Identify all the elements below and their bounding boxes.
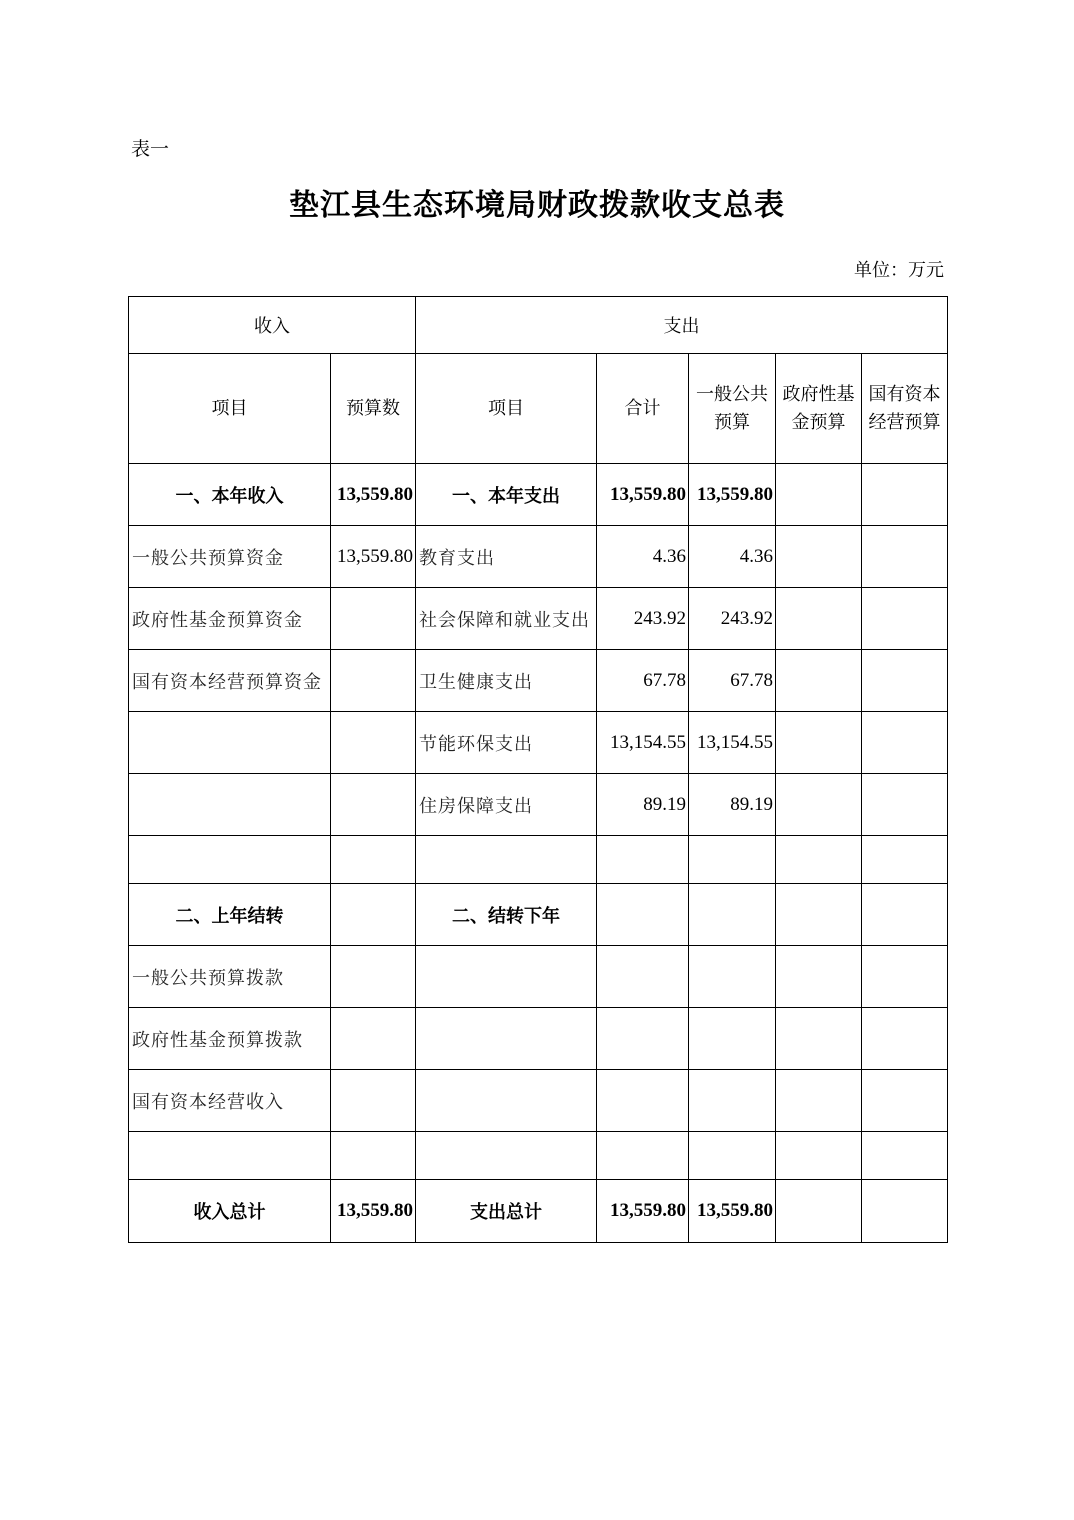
expense-item-cell [416,836,597,884]
state-capital-cell [862,774,948,836]
gov-fund-budget-header [776,354,862,464]
total-cell: 13,559.80 [597,464,689,526]
income-total-value: 13,559.80 [331,1180,416,1243]
expense-item-cell [416,946,597,1008]
expense-item-cell [416,1008,597,1070]
income-item-cell: 一般公共预算拨款 [129,946,331,1008]
gov-fund-header-line1: 政府性基 [782,383,855,405]
state-capital-cell [862,946,948,1008]
total-cell: 13,154.55 [597,712,689,774]
gov-fund-cell [776,464,862,526]
income-item-cell: 政府性基金预算资金 [129,588,331,650]
income-item-cell [129,836,331,884]
budget-summary-table [128,296,948,1243]
total-cell: 89.19 [597,774,689,836]
general-budget-cell: 4.36 [689,526,776,588]
gov-fund-cell [776,650,862,712]
budget-amount-cell [331,650,416,712]
general-budget-header [689,354,776,464]
general-budget-header-line1: 一般公共 [696,383,768,405]
expense-item-cell: 住房保障支出 [416,774,597,836]
budget-amount-cell [331,836,416,884]
table-row [129,836,948,884]
income-item-cell: 国有资本经营收入 [129,1070,331,1132]
state-capital-cell [862,884,948,946]
gov-fund-cell [776,1132,862,1180]
gov-fund-header-line2: 金预算 [791,411,846,433]
table-row [129,650,948,712]
general-budget-header-line2: 预算 [714,411,750,433]
total-cell [597,1008,689,1070]
budget-amount-cell [331,884,416,946]
general-budget-cell: 89.19 [689,774,776,836]
table-row [129,1070,948,1132]
table-row [129,712,948,774]
total-cell [597,836,689,884]
general-budget-cell [689,1132,776,1180]
state-capital-cell [862,1008,948,1070]
budget-amount-header: 预算数 [331,354,416,464]
table-row [129,946,948,1008]
table-row [129,774,948,836]
budget-amount-cell [331,712,416,774]
state-capital-cell [862,712,948,774]
expense-total-label: 支出总计 [416,1180,597,1243]
gov-fund-cell [776,1008,862,1070]
total-cell: 67.78 [597,650,689,712]
income-section-header: 收入 [129,297,416,354]
general-budget-cell: 243.92 [689,588,776,650]
expense-item-cell: 节能环保支出 [416,712,597,774]
total-header: 合计 [597,354,689,464]
gov-fund-total-value [776,1180,862,1243]
state-capital-header-line2: 经营预算 [868,411,941,433]
income-item-cell [129,712,331,774]
document-title: 垫江县生态环境局财政拨款收支总表 [289,188,785,223]
income-item-header: 项目 [129,354,331,464]
gov-fund-cell [776,1070,862,1132]
budget-amount-cell [331,946,416,1008]
general-budget-cell: 67.78 [689,650,776,712]
state-capital-cell [862,1132,948,1180]
state-capital-budget-header [862,354,948,464]
total-cell [597,884,689,946]
gov-fund-cell [776,774,862,836]
gov-fund-cell [776,712,862,774]
total-cell [597,946,689,1008]
expense-item-cell [416,1132,597,1180]
state-capital-cell [862,588,948,650]
budget-amount-cell [331,1070,416,1132]
expense-item-cell: 教育支出 [416,526,597,588]
total-cell: 243.92 [597,588,689,650]
gov-fund-cell [776,884,862,946]
general-budget-cell [689,1070,776,1132]
state-capital-total-value [862,1180,948,1243]
state-capital-cell [862,836,948,884]
budget-amount-cell [331,588,416,650]
general-budget-cell [689,884,776,946]
income-item-cell: 政府性基金预算拨款 [129,1008,331,1070]
budget-amount-cell: 13,559.80 [331,526,416,588]
table-row [129,1008,948,1070]
column-header-row [129,354,948,464]
expense-item-cell [416,1070,597,1132]
total-cell: 4.36 [597,526,689,588]
income-item-cell [129,774,331,836]
budget-amount-cell [331,1008,416,1070]
table-number: 表一 [131,138,170,160]
income-item-cell: 国有资本经营预算资金 [129,650,331,712]
expense-section-header: 支出 [416,297,948,354]
table-row [129,588,948,650]
income-item-cell: 一、本年收入 [129,464,331,526]
unit-label: 单位：万元 [854,260,944,281]
gov-fund-cell [776,588,862,650]
table-row [129,526,948,588]
general-budget-cell [689,836,776,884]
state-capital-cell [862,526,948,588]
income-item-cell [129,1132,331,1180]
income-total-label: 收入总计 [129,1180,331,1243]
expense-item-cell: 社会保障和就业支出 [416,588,597,650]
table-row [129,464,948,526]
general-budget-total-value: 13,559.80 [689,1180,776,1243]
state-capital-cell [862,464,948,526]
expense-item-cell: 一、本年支出 [416,464,597,526]
gov-fund-cell [776,836,862,884]
expense-total-value: 13,559.80 [597,1180,689,1243]
table-row [129,884,948,946]
total-cell [597,1070,689,1132]
expense-item-cell: 卫生健康支出 [416,650,597,712]
section-header-row [129,297,948,354]
gov-fund-cell [776,946,862,1008]
expense-item-cell: 二、结转下年 [416,884,597,946]
gov-fund-cell [776,526,862,588]
state-capital-cell [862,1070,948,1132]
expense-item-header: 项目 [416,354,597,464]
general-budget-cell: 13,154.55 [689,712,776,774]
general-budget-cell: 13,559.80 [689,464,776,526]
table-row [129,1132,948,1180]
budget-amount-cell [331,774,416,836]
general-budget-cell [689,946,776,1008]
state-capital-cell [862,650,948,712]
budget-amount-cell: 13,559.80 [331,464,416,526]
state-capital-header-line1: 国有资本 [868,383,941,405]
totals-row [129,1180,948,1243]
income-item-cell: 一般公共预算资金 [129,526,331,588]
budget-amount-cell [331,1132,416,1180]
income-item-cell: 二、上年结转 [129,884,331,946]
total-cell [597,1132,689,1180]
general-budget-cell [689,1008,776,1070]
